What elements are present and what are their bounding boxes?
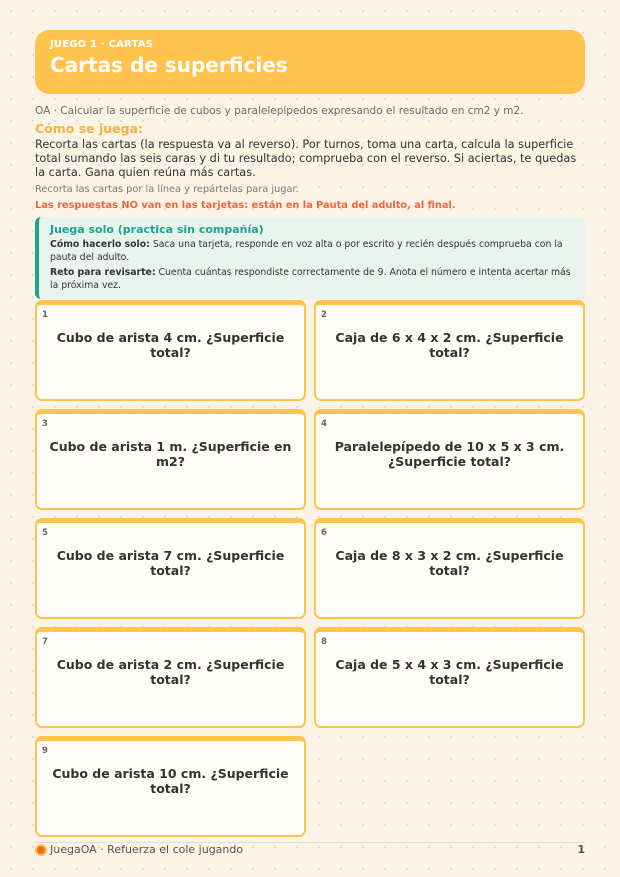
- solo-play-box: [35, 217, 585, 299]
- page-content: [35, 30, 585, 299]
- answers-warning: Las respuestas NO van en las tarjetas: están en la Pauta del adulto, al final.: [35, 200, 456, 211]
- solo-how-line: [50, 239, 573, 264]
- card-question: Cubo de arista 7 cm. ¿Superficie total?: [56, 548, 285, 578]
- page-header: [35, 30, 585, 94]
- card-number: 7: [42, 637, 48, 647]
- card-question: Cubo de arista 10 cm. ¿Superficie total?: [52, 766, 289, 796]
- solo-review-label: Reto para revisarte:: [50, 267, 156, 278]
- card-question: Paralelepípedo de 10 x 5 x 3 cm. ¿Superficie total?: [334, 439, 565, 469]
- solo-how-text: Saca una tarjeta, responde en voz alta o por escrito y recién después comprueba con la pauta del adulto.: [50, 239, 563, 263]
- page-number: 1: [577, 843, 585, 856]
- card-number: 8: [321, 637, 327, 647]
- solo-review-line: [50, 267, 573, 292]
- cut-instructions: Recorta las cartas por la línea y repártelas para jugar.: [35, 184, 299, 195]
- card: [35, 736, 306, 837]
- card: [35, 300, 306, 401]
- footer-brand: JuegaOA · Refuerza el cole jugando: [50, 843, 244, 856]
- card: [314, 627, 585, 728]
- card-number: 1: [42, 310, 48, 320]
- card-number: 9: [42, 746, 48, 756]
- learning-objective: OA · Calcular la superficie de cubos y paralelepípedos expresando el resultado en cm2 y m2.: [35, 105, 524, 117]
- card-question: Cubo de arista 1 m. ¿Superficie en m2?: [49, 439, 292, 469]
- card-question: Caja de 5 x 4 x 3 cm. ¿Superficie total?: [335, 657, 564, 687]
- card-number: 2: [321, 310, 327, 320]
- card: [35, 627, 306, 728]
- card-question: Cubo de arista 2 cm. ¿Superficie total?: [56, 657, 285, 687]
- page-title: Cartas de superficies: [50, 53, 288, 77]
- card-question: Caja de 6 x 4 x 2 cm. ¿Superficie total?: [335, 330, 564, 360]
- card: [314, 518, 585, 619]
- card-number: 5: [42, 528, 48, 538]
- card: [35, 518, 306, 619]
- solo-title: Juega solo (practica sin compañía): [50, 223, 264, 236]
- target-logo-icon: [35, 844, 47, 856]
- solo-how-label: Cómo hacerlo solo:: [50, 239, 150, 250]
- card: [35, 409, 306, 510]
- card-question: Cubo de arista 4 cm. ¿Superficie total?: [56, 330, 285, 360]
- card-question: Caja de 8 x 3 x 2 cm. ¿Superficie total?: [335, 548, 564, 578]
- page-footer: [35, 842, 585, 856]
- game-kicker: JUEGO 1 · CARTAS: [50, 39, 154, 50]
- how-to-play-text: Recorta las cartas (la respuesta va al reverso). Por turnos, toma una carta, calcula la superficie total sumando las seis caras y di tu resultado; comprueba con el reverso. Si aciertas, te quedas la carta. Gana quien reúna más cartas.: [35, 138, 577, 179]
- how-to-play-title: Cómo se juega:: [35, 121, 144, 136]
- card-number: 6: [321, 528, 327, 538]
- card: [314, 409, 585, 510]
- card: [314, 300, 585, 401]
- card-number: 3: [42, 419, 48, 429]
- solo-review-text: Cuenta cuántas respondiste correctamente de 9. Anota el número e intenta acertar más la próxima vez.: [50, 267, 571, 291]
- card-number: 4: [321, 419, 327, 429]
